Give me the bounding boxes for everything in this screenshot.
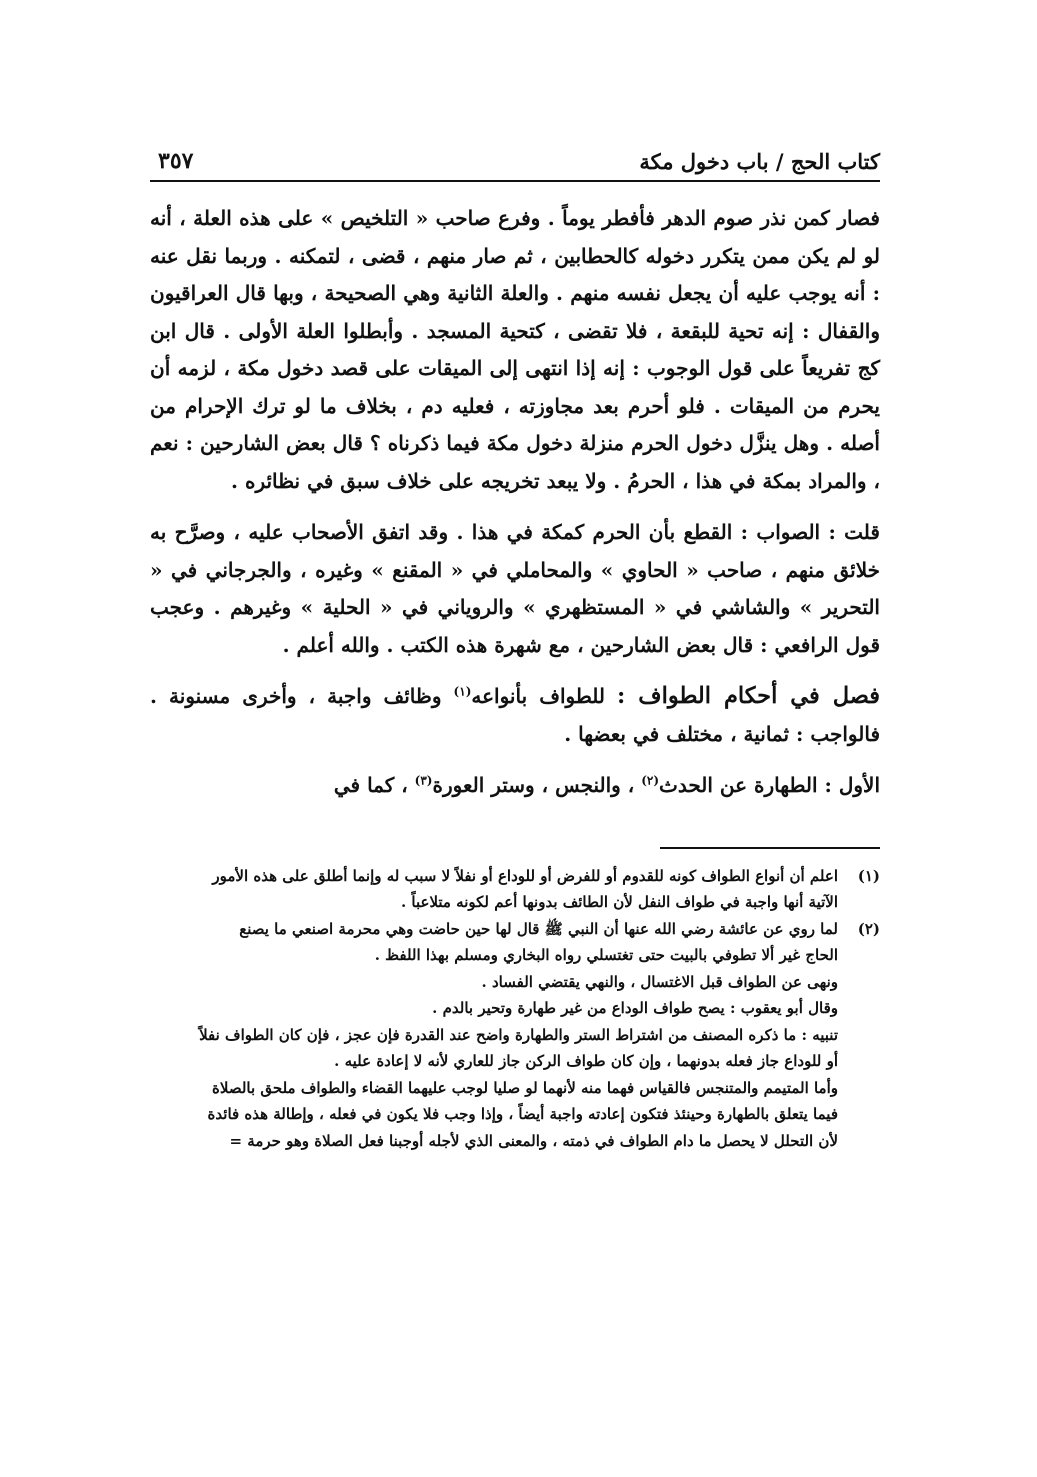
section-heading: فصل في أحكام الطواف : bbox=[617, 683, 880, 709]
footnote-rule-wrap bbox=[150, 819, 880, 849]
footnote-line: اعلم أن أنواع الطواف كونه للقدوم أو للفرض أو للوداع أو نفلاً لا سبب له وإنما أطلق على هذه الأمور bbox=[212, 866, 838, 885]
footnote-divider bbox=[660, 847, 880, 849]
book-page bbox=[150, 130, 880, 1340]
footnote-number: (١) bbox=[857, 866, 880, 885]
paragraph-4 bbox=[150, 767, 880, 805]
footnote-line: وأما المتيمم والمتنجس فالقياس فهما منه لأنهما لو صليا لوجب عليهما القضاء والطواف ملحق بالصلاة bbox=[212, 1078, 838, 1097]
footnote-body bbox=[150, 863, 838, 916]
footnote-number: (٢) bbox=[857, 919, 880, 938]
paragraph-4-text-c: ، كما في bbox=[333, 773, 415, 797]
footnote-line: وقال أبو يعقوب : يصح طواف الوداع من غير طهارة وتحير بالدم . bbox=[432, 999, 838, 1017]
page-number: ٣٥٧ bbox=[158, 148, 194, 174]
footnotes bbox=[150, 863, 880, 1155]
paragraph-1: فصار كمن نذر صوم الدهر فأفطر يوماً . وفرع صاحب « التلخيص » على هذه العلة ، أنه لو لم يكن ممن يتكرر دخوله كالحطابين ، ثم صار منهم ، قضى ، لتمكنه . وربما نقل عنه : أنه يوجب عليه أن يجعل نفسه منهم . والعلة الثانية وهي الصحيحة ، وبها قال العراقيون والقفال : إنه تحية للبقعة ، فلا تقضى ، كتحية المسجد . وأبطلوا العلة الأولى . قال ابن كج تفريعاً على قول الوجوب : إنه إذا انتهى إلى الميقات على قصد دخول مكة ، لزمه أن يحرم من الميقات . فلو أحرم بعد مجاوزته ، فعليه دم ، بخلاف ما لو ترك الإحرام من أصله . وهل ينزَّل دخول الحرم منزلة دخول مكة فيما ذكرناه ؟ قال بعض الشارحين : نعم ، والمراد بمكة في هذا ، الحرمُ . ولا يبعد تخريجه على خلاف سبق في نظائره . bbox=[150, 206, 880, 493]
first-lead: الأول : bbox=[824, 773, 880, 797]
footnote-ref-2[interactable]: (٢) bbox=[641, 773, 660, 788]
footnote-line: ونهى عن الطواف قبل الاغتسال ، والنهي يقتضي الفساد . bbox=[481, 972, 838, 991]
header-title: كتاب الحج / باب دخول مكة bbox=[639, 149, 880, 174]
footnote-line: أو للوداع جاز فعله بدونهما ، وإن كان طواف الركن جاز للعاري لأنه لا إعادة عليه . bbox=[334, 1052, 838, 1070]
paragraph-4-text-b: ، والنجس ، وستر العورة bbox=[432, 773, 642, 797]
footnote-line: تنبيه : ما ذكره المصنف من اشتراط الستر والطهارة واضح عند القدرة فإن عجز ، فإن كان الطواف نفلاً bbox=[199, 1025, 838, 1044]
footnote-body bbox=[150, 916, 838, 1155]
paragraph-2-text: الصواب : القطع بأن الحرم كمكة في هذا . وقد اتفق الأصحاب عليه ، وصرَّح به خلائق منهم ، صاحب « الحاوي » والمحاملي في « المقنع » وغيره ، والجرجاني في « التحرير » والشاشي في « المستظهري » والروياني في « الحلية » وغيرهم . وعجب قول الرافعي : قال بعض الشارحين ، مع شهرة هذه الكتب . والله أعلم . bbox=[150, 520, 880, 657]
running-header bbox=[150, 130, 880, 182]
footnote-line: لأن التحلل لا يحصل ما دام الطواف في ذمته ، والمعنى الذي لأجله أوجبنا فعل الصلاة وهو حرمة = bbox=[229, 1131, 838, 1150]
footnote-2 bbox=[150, 916, 880, 1155]
main-text bbox=[150, 200, 880, 805]
footnote-line: الآتية أنها واجبة في طواف النفل لأن الطائف بدونها أعم لكونه متلاعباً . bbox=[400, 893, 838, 911]
footnote-line: الحاج غير ألا تطوفي بالبيت حتى تغتسلي رواه البخاري ومسلم بهذا اللفظ . bbox=[374, 946, 838, 964]
qultu-lead: قلت : bbox=[828, 520, 880, 544]
footnote-ref-3[interactable]: (٣) bbox=[414, 773, 433, 788]
paragraph-3 bbox=[150, 678, 880, 753]
footnote-line: فيما يتعلق بالطهارة وحينئذ فتكون إعادته واجبة أيضاً ، وإذا وجب فلا يكون في فعله ، وإطالة هذه فائدة bbox=[207, 1105, 838, 1123]
paragraph-3-text-b: وظائف واجبة ، وأخرى مسنونة . فالواجب : ثمانية ، مختلف في بعضها . bbox=[150, 684, 880, 746]
paragraph-2 bbox=[150, 514, 880, 664]
footnote-1 bbox=[150, 863, 880, 916]
footnote-line: لما روي عن عائشة رضي الله عنها أن النبي ﷺ قال لها حين حاضت وهي محرمة اصنعي ما يصنع bbox=[239, 919, 838, 938]
paragraph-4-text-a: الطهارة عن الحدث bbox=[659, 773, 825, 797]
paragraph-3-text-a: للطواف بأنواعه bbox=[471, 684, 618, 708]
footnote-ref-1[interactable]: (١) bbox=[453, 684, 472, 699]
